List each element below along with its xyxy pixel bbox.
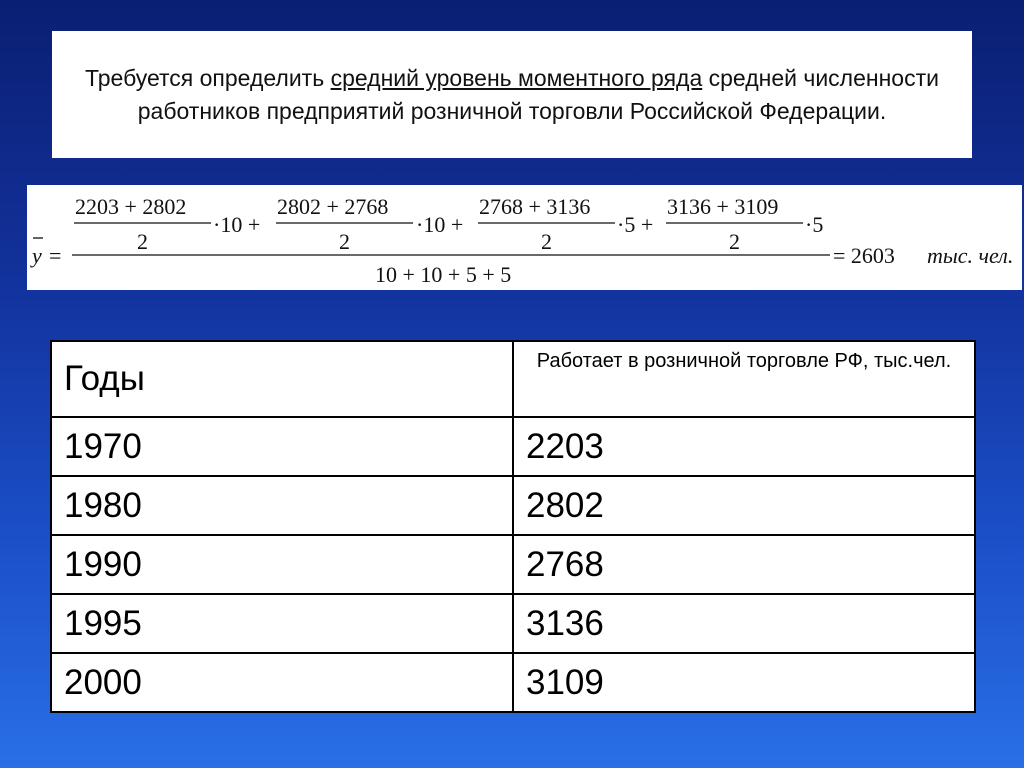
value-cell: 2768 — [513, 535, 975, 594]
table-row — [51, 476, 975, 535]
term1-denominator: 2 — [137, 229, 148, 254]
task-statement — [52, 31, 972, 158]
header-employed: Работает в розничной торговле РФ, тыс.чел. — [513, 341, 975, 417]
year-cell: 1990 — [51, 535, 513, 594]
equals-sign: = — [49, 243, 62, 268]
task-underlined-term: средний уровень моментного ряда — [330, 64, 703, 91]
employment-table — [50, 340, 976, 713]
table-row — [51, 653, 975, 712]
year-cell: 1980 — [51, 476, 513, 535]
term4-numerator: 3136 + 3109 — [667, 194, 779, 219]
term3-numerator: 2768 + 3136 — [479, 194, 591, 219]
term2-weight: ·10 + — [416, 212, 464, 237]
year-cell: 1995 — [51, 594, 513, 653]
table-row — [51, 594, 975, 653]
table-row — [51, 535, 975, 594]
formula-result: = 2603 — [833, 243, 895, 268]
task-suffix: средней численности работников предприятий розничной торговли Российской Федерации. — [137, 64, 939, 124]
term3-denominator: 2 — [541, 229, 552, 254]
table-row — [51, 417, 975, 476]
term4-denominator: 2 — [729, 229, 740, 254]
term1-weight: ·10 + — [213, 212, 261, 237]
main-denominator: 10 + 10 + 5 + 5 — [375, 262, 512, 287]
formula-panel — [27, 185, 1022, 290]
term2-denominator: 2 — [339, 229, 350, 254]
year-cell: 2000 — [51, 653, 513, 712]
term2-numerator: 2802 + 2768 — [277, 194, 389, 219]
term4-weight: ·5 — [805, 212, 824, 237]
term3-weight: ·5 + — [617, 212, 654, 237]
value-cell: 3109 — [513, 653, 975, 712]
task-prefix: Требуется определить — [85, 64, 331, 91]
task-text — [72, 62, 952, 128]
mean-level-formula — [27, 185, 1022, 290]
value-cell: 3136 — [513, 594, 975, 653]
ybar-symbol: y — [32, 243, 42, 268]
value-cell: 2802 — [513, 476, 975, 535]
term1-numerator: 2203 + 2802 — [75, 194, 187, 219]
header-years: Годы — [51, 341, 513, 417]
table-header-row — [51, 341, 975, 417]
value-cell: 2203 — [513, 417, 975, 476]
year-cell: 1970 — [51, 417, 513, 476]
formula-unit: тыс. чел. — [927, 243, 1014, 268]
